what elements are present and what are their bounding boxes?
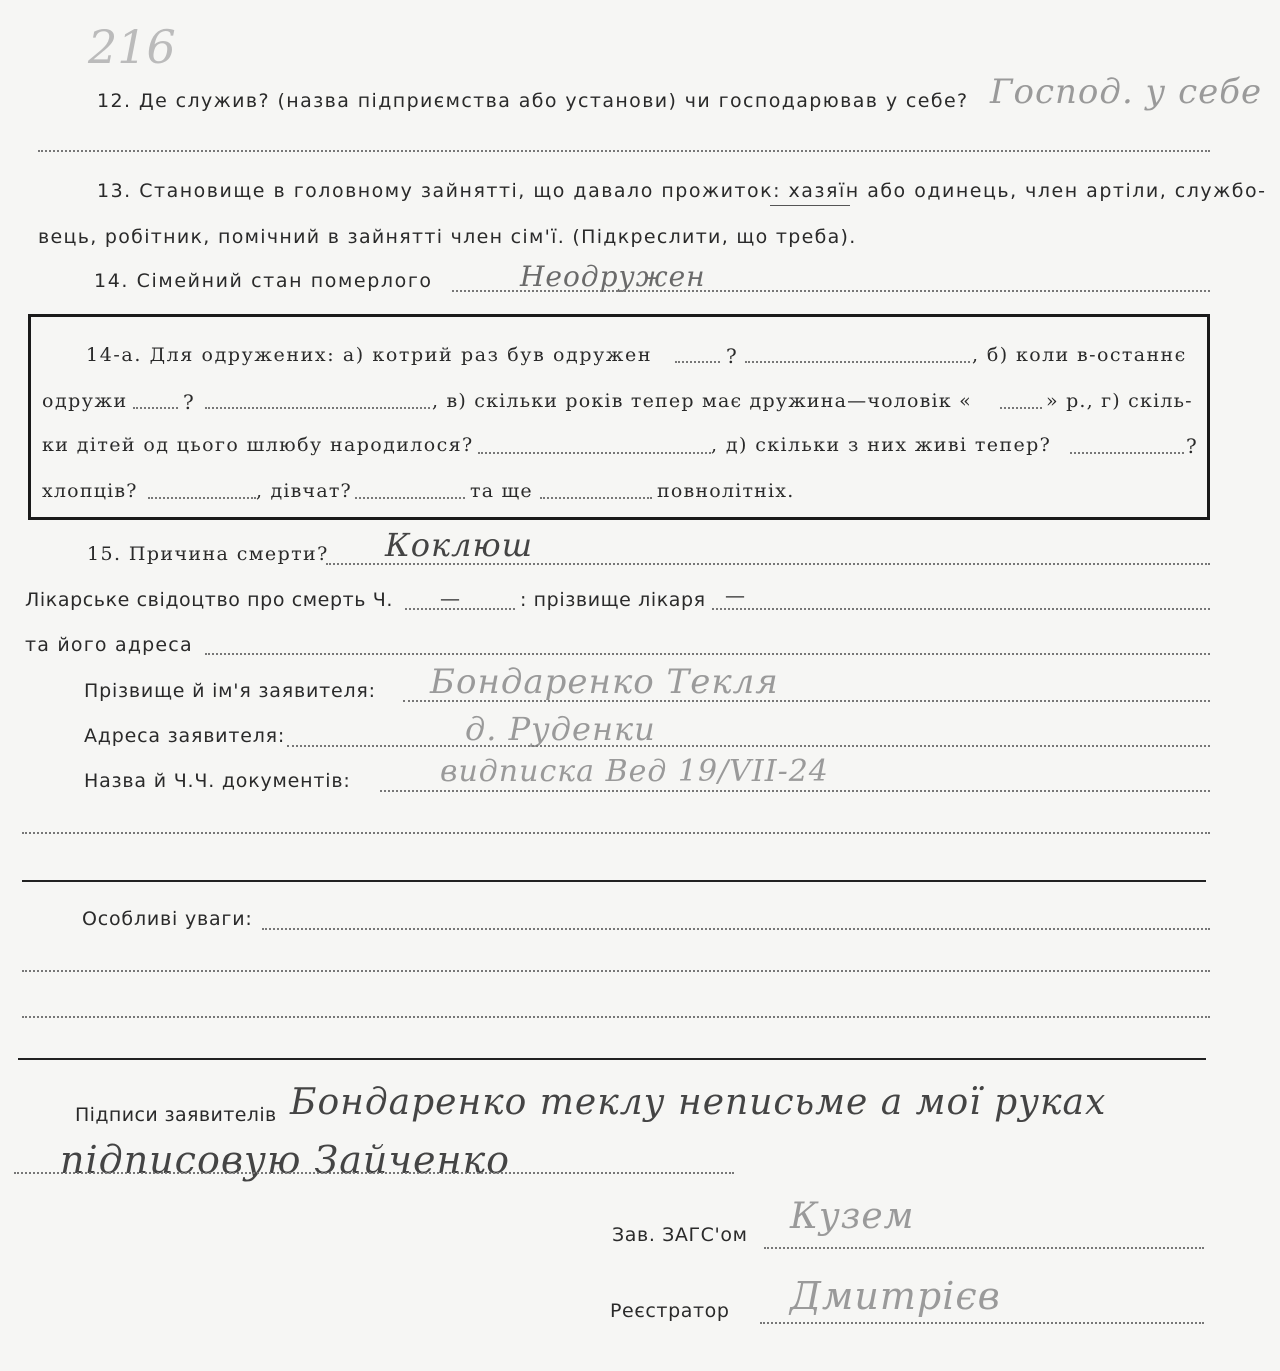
q14a-line3-a: ки дітей од цього шлюбу народилося? (42, 434, 474, 456)
q15-label: 15. Причина смерти? (87, 543, 329, 565)
q14-answer: Неодружен (520, 260, 706, 293)
q14a-line2-a: одружи (42, 390, 128, 412)
q14a-line1-fill2 (745, 361, 970, 363)
q14a-line4-b: , дівчат? (256, 480, 352, 502)
remarks-line2 (22, 970, 1210, 972)
q14a-line2-fill3 (1000, 407, 1042, 409)
q14a-line4-fill2 (355, 497, 465, 499)
q14-label: 14. Сімейний стан померлого (94, 270, 433, 292)
certificate-label-b: : прізвище лікаря (520, 589, 706, 611)
q14a-line2-q: ? (183, 390, 195, 414)
q13-line2: вець, робітник, помічний в зайнятті член сім'ї. (Підкреслити, що треба). (38, 226, 857, 248)
q14a-line4-fill1 (148, 497, 256, 499)
q14a-line4-fill3 (540, 497, 652, 499)
registrar-line (760, 1322, 1204, 1324)
q14a-line2-fill1 (133, 407, 178, 409)
applicant-address-label: Адреса заявителя: (84, 725, 286, 747)
registrar-signature: Дмитрієв (790, 1274, 1001, 1318)
q14a-line2-fill2 (205, 407, 430, 409)
q14a-line3-fill2 (1070, 452, 1184, 454)
zags-line (764, 1247, 1204, 1249)
documents-label: Назва й Ч.Ч. документів: (84, 770, 351, 792)
q14a-line3-fill1 (478, 452, 711, 454)
q14-line (452, 290, 1210, 292)
q14a-line1-a: 14-а. Для одружених: а) котрий раз був одружен (86, 344, 653, 366)
certificate-doctor-line (712, 608, 1210, 610)
applicant-name-label: Прізвище й ім'я заявителя: (84, 680, 376, 702)
certificate-doctor-value: — (725, 583, 746, 607)
applicant-name-line (403, 700, 1210, 702)
remarks-line1 (262, 928, 1210, 930)
q15-answer: Коклюш (385, 526, 533, 564)
q14a-line2-c: » р., г) скіль- (1046, 390, 1193, 412)
q13-line1: 13. Становище в головному зайнятті, що давало прожиток: хазяїн або одинець, член артіли, службо- (97, 180, 1267, 202)
remarks-line3 (22, 1016, 1210, 1018)
q14a-line1-b: , б) коли в-останнє (972, 344, 1187, 366)
section-divider-2 (18, 1058, 1206, 1060)
q14a-line1-fill1 (675, 361, 720, 363)
signatures-line (14, 1172, 734, 1174)
q14a-line3-b: , д) скільки з них живі тепер? (711, 434, 1052, 456)
certificate-label-a: Лікарське свідоцтво про смерть Ч. (25, 589, 393, 611)
q14a-line4-d: повнолітніх. (657, 480, 795, 502)
q14a-line3-q: ? (1186, 434, 1198, 458)
applicant-address-answer: д. Руденки (465, 710, 656, 748)
q14a-line2-b: , в) скільки років тепер має дружина—чоловік « (432, 390, 972, 412)
certificate-num-value: — (440, 586, 461, 610)
doctor-address-line (205, 653, 1210, 655)
section-divider-1 (22, 880, 1206, 882)
documents-line2 (22, 832, 1210, 834)
q13-underline-hazyain (770, 205, 850, 206)
q14a-line1-q: ? (726, 344, 738, 368)
applicant-name-answer: Бондаренко Текля (430, 662, 779, 702)
q14a-line4-a: хлопців? (42, 480, 138, 502)
applicant-address-line (287, 745, 1210, 747)
registrar-label: Реєстратор (610, 1300, 730, 1322)
q12-answer: Господ. у себе (990, 72, 1263, 112)
documents-line (380, 790, 1210, 792)
signatures-label: Підписи заявителів (75, 1104, 277, 1126)
signatures-line2: підписовую Зайченко (60, 1138, 511, 1182)
q12-label: 12. Де служив? (назва підприємства або установи) чи господарював у себе? (97, 90, 969, 112)
signatures-line1: Бондаренко теклу неписьме а мої руках (290, 1082, 1107, 1123)
zags-label: Зав. ЗАГС'ом (612, 1224, 748, 1246)
q15-line (326, 563, 1210, 565)
q14a-line4-c: та ще (470, 480, 533, 502)
q12-line (38, 150, 1210, 152)
archive-number: 216 (88, 20, 176, 74)
remarks-label: Особливі уваги: (82, 908, 253, 930)
doctor-address-label: та його адреса (25, 634, 193, 656)
zags-signature: Кузем (790, 1196, 915, 1237)
documents-answer: видписка Вед 19/VII-24 (440, 754, 829, 789)
